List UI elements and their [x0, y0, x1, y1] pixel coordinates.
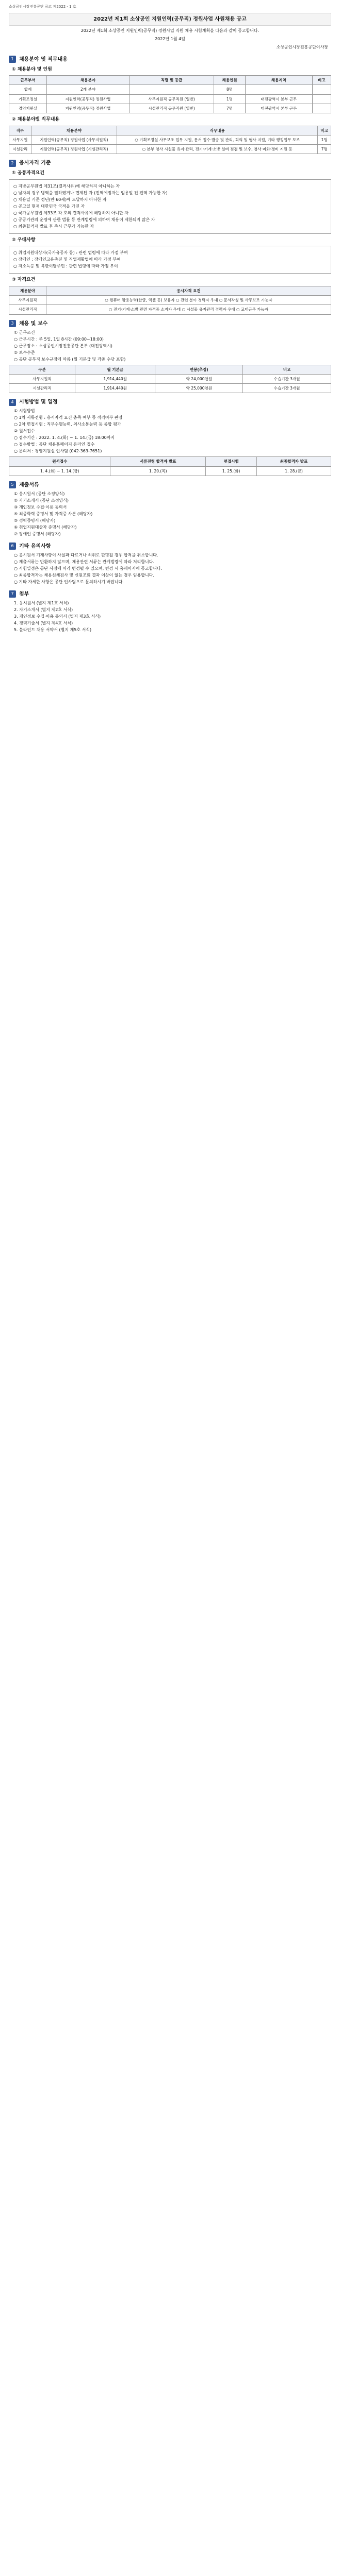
table-cell: 사무지원: [9, 135, 31, 144]
notes-list: [9, 552, 331, 585]
table-row: [9, 384, 331, 393]
table-cell: [129, 85, 214, 94]
exam-item: ○ 문의처 : 경영지원실 인사팀 (042-363-7651): [14, 449, 102, 454]
subsection-title: ③ 자격요건: [12, 277, 36, 283]
section-number: 6: [9, 543, 16, 550]
table-header: 비고: [243, 365, 331, 374]
requirement-item: ○ 최종합격자 발표 후 즉시 근무가 가능한 자: [13, 224, 94, 229]
requirement-item: ○ 국가공무원법 제33조 각 호의 결격사유에 해당하지 아니한 자: [13, 210, 128, 215]
table-header: 비고: [318, 126, 331, 135]
table-cell: 2개 분야: [46, 85, 129, 94]
section-number: 3: [9, 320, 16, 327]
pay-item: ① 근무조건: [14, 330, 35, 335]
table-header: 응시자격 요건: [46, 286, 331, 295]
exam-item: ○ 1차 서류전형 : 응시자격 요건 충족 여부 등 적격여부 판정: [14, 415, 123, 420]
table-cell: ○ 전기·기계·소방 관련 자격증 소지자 우대 ○ 시설물 유지관리 경력자 우대 ○ 교대근무 가능자: [46, 305, 331, 314]
pay-item: ○ 근무시간 : 주 5일, 1일 8시간 (09:00~18:00): [14, 336, 104, 342]
table-row: [9, 104, 331, 113]
section-title: 응시자격 기준: [19, 160, 51, 166]
table-cell: 지원인력(공무직) 정원사업: [46, 94, 129, 104]
table-header: 채용지역: [245, 76, 312, 85]
table-cell: 7명: [318, 145, 331, 154]
table-cell: 사무지원직: [9, 296, 46, 305]
table-cell: 경영지원실: [9, 104, 47, 113]
table-cell: ○ 컴퓨터 활용능력(한글, 엑셀 등) 보유자 ○ 관련 분야 경력자 우대 ○ 문서작성 및 사무보조 가능자: [46, 296, 331, 305]
section-5-header: [9, 481, 331, 489]
table-cell: 1,914,440원: [75, 384, 155, 393]
document-item: ③ 개인정보 수집·이용 동의서: [14, 504, 67, 510]
note-item: ○ 응시원서 기재사항이 사실과 다르거나 허위로 판명될 경우 합격을 취소합니다.: [14, 552, 158, 557]
table-row: [9, 135, 331, 144]
table-cell: 기획조정실: [9, 94, 47, 104]
note-item: ○ 시험일정은 공단 사정에 따라 변경될 수 있으며, 변경 시 홈페이지에 공고합니다.: [14, 566, 163, 571]
pay-items: [9, 330, 331, 363]
table-header: 채용분야: [9, 286, 46, 295]
table-row: [9, 305, 331, 314]
section-title: 첨부: [19, 591, 29, 597]
attachment-item: 5. 블라인드 채용 서약서 (별지 제5호 서식): [14, 627, 92, 632]
table-cell: [312, 104, 331, 113]
subsection-title: ① 공통자격요건: [12, 171, 44, 176]
table-header: 구분: [9, 365, 75, 374]
attachment-item: 2. 자기소개서 (별지 제2호 서식): [14, 607, 73, 612]
table-cell: [312, 94, 331, 104]
subsection-title: ① 채용분야 및 인원: [12, 66, 52, 72]
table-header: 채용분야: [31, 126, 117, 135]
section-7-header: [9, 590, 331, 598]
preference-item: ○ 취업지원대상자(국가유공자 등) : 관련 법령에 따라 가점 부여: [13, 250, 128, 256]
table-cell: 약 25,000천원: [155, 384, 243, 393]
table-row: [9, 94, 331, 104]
section-2-header: [9, 159, 331, 167]
section-3-header: [9, 320, 331, 328]
table-cell: 사무지원직: [9, 374, 75, 383]
schedule-table: [9, 456, 331, 476]
positions-table: [9, 75, 331, 113]
preference-item: ○ 저소득층 및 북한이탈주민 : 관련 법령에 따라 가점 부여: [13, 264, 118, 269]
table-header: 채용인원: [214, 76, 246, 85]
table-cell: 시설관리직: [9, 384, 75, 393]
requirement-item: ○ 지방공무원법 제31조(결격사유)에 해당하지 아니하는 자: [13, 183, 120, 189]
table-cell: 지원인력(공무직) 정원사업: [46, 104, 129, 113]
table-cell: 1. 28.(금): [257, 466, 331, 476]
subsection-title: ② 채용분야별 직무내용: [12, 117, 60, 122]
document-item: ⑤ 경력증명서 (해당자): [14, 518, 56, 523]
table-cell: ○ 본부 청사 시설물 유지·관리, 전기·기계·소방 설비 점검 및 보수, 청사 미화·경비 지원 등: [117, 145, 317, 154]
document-item: ① 응시원서 (공단 소정양식): [14, 491, 65, 496]
table-row: [9, 466, 331, 476]
requirement-item: ○ 공고일 현재 대한민국 국적을 가진 자: [13, 204, 85, 209]
table-cell: 약 24,000천원: [155, 374, 243, 383]
table-header: 직무내용: [117, 126, 317, 135]
table-header: 비고: [312, 76, 331, 85]
exam-item: ② 원서접수: [14, 429, 35, 434]
note-item: ○ 최종합격자는 채용신체검사 및 신원조회 결과 이상이 없는 경우 임용합니다.: [14, 572, 154, 578]
table-header: 연봉(추정): [155, 365, 243, 374]
table-row: [9, 296, 331, 305]
preference-box: [9, 246, 331, 274]
table-cell: 1명: [318, 135, 331, 144]
attachment-item: 1. 응시원서 (별지 제1호 서식): [14, 600, 69, 605]
table-cell: 시설관리직 공무직원 (일반): [129, 104, 214, 113]
note-item: ○ 기타 자세한 사항은 공단 인사팀으로 문의하시기 바랍니다.: [14, 579, 124, 584]
page-title: 2022년 제1회 소상공인 지원인력(공무직) 정원사업 사원채용 공고: [9, 13, 331, 26]
section-title: 채용분야 및 직무내용: [19, 56, 68, 62]
exam-item: ○ 접수방법 : 공단 채용홈페이지 온라인 접수: [14, 442, 95, 447]
table-row: [9, 145, 331, 154]
exam-items: [9, 408, 331, 454]
section-number: 4: [9, 399, 16, 406]
attachment-item: 3. 개인정보 수집·이용 동의서 (별지 제3호 서식): [14, 614, 101, 619]
table-cell: 지원인력(공무직) 정원사업 (시설관리직): [31, 145, 117, 154]
attachment-item: 4. 경력기술서 (별지 제4호 서식): [14, 620, 73, 625]
announcement-page: [9, 0, 331, 645]
subsection-title: ② 우대사항: [12, 237, 36, 243]
documents-list: [9, 491, 331, 537]
table-header: 직렬 및 등급: [129, 76, 214, 85]
section-number: 2: [9, 160, 16, 167]
table-row: [9, 85, 331, 94]
section-1-header: [9, 56, 331, 63]
table-cell: [312, 85, 331, 94]
table-cell: 1,914,440원: [75, 374, 155, 383]
duty-table: [9, 126, 331, 155]
table-header: 서류전형 합격자 발표: [110, 457, 206, 466]
table-cell: 수습기간 3개월: [243, 384, 331, 393]
table-header: 채용분야: [46, 76, 129, 85]
pay-item: ○ 근무장소 : 소상공인시장진흥공단 본부 (대전광역시): [14, 343, 112, 348]
table-header: 최종합격자 발표: [257, 457, 331, 466]
table-header: 직무: [9, 126, 31, 135]
table-row: [9, 374, 331, 383]
attachments-list: [9, 600, 331, 633]
table-cell: 1명: [214, 94, 246, 104]
table-cell: 지원인력(공무직) 정원사업 (사무지원직): [31, 135, 117, 144]
section-4-header: [9, 398, 331, 406]
exam-item: ○ 2차 면접시험 : 직무수행능력, 의사소통능력 등 종합 평가: [14, 422, 121, 427]
pay-item: ② 보수수준: [14, 350, 35, 355]
table-cell: 7명: [214, 104, 246, 113]
table-cell: 대전광역시 본부 근무: [245, 104, 312, 113]
table-cell: 수습기간 3개월: [243, 374, 331, 383]
exam-item: ○ 접수기간 : 2022. 1. 4.(화) ~ 1. 14.(금) 18:00까지: [14, 435, 115, 440]
table-cell: [245, 85, 312, 94]
section-title: 채용 및 보수: [19, 320, 48, 327]
requirement-item: ○ 채용일 기준 정년(만 60세)에 도달하지 아니한 자: [13, 197, 107, 202]
section-title: 시험방법 및 일정: [19, 399, 58, 405]
organization-name: 소상공인시장진흥공단이사장: [276, 44, 328, 49]
exam-item: ① 시험방법: [14, 409, 35, 414]
table-cell: 합계: [9, 85, 47, 94]
announcement-date: 2022년 1월 4일: [155, 36, 185, 41]
table-header: 근무부서: [9, 76, 47, 85]
pay-table: [9, 365, 331, 394]
table-header: 면접시험: [206, 457, 257, 466]
qualification-table: [9, 286, 331, 315]
table-cell: 시설관리: [9, 145, 31, 154]
section-number: 7: [9, 590, 16, 598]
table-cell: 1. 25.(화): [206, 466, 257, 476]
table-header: 월 기본급: [75, 365, 155, 374]
intro-text: 2022년 제1회 소상공인 지원인력(공무직) 정원사업 직원 채용 시험계획을 다음과 같이 공고합니다.: [80, 28, 260, 33]
section-number: 5: [9, 481, 16, 488]
requirement-item: ○ 남자의 경우 병역을 필하였거나 면제된 자 (전역예정자는 임용일 전 전역 가능한 자): [13, 190, 168, 195]
section-6-header: [9, 543, 331, 550]
document-item: ② 자기소개서 (공단 소정양식): [14, 498, 69, 503]
table-cell: ○ 기획조정실 사무보조 업무 지원, 문서 접수·발송 및 관리, 회의 및 행사 지원, 기타 행정업무 보조: [117, 135, 317, 144]
header-small: 소상공인시장진흥공단 공고 제2022 - 1 호: [9, 5, 76, 9]
document-item: ⑥ 취업지원대상자 증명서 (해당자): [14, 524, 77, 530]
table-cell: 시설관리직: [9, 305, 46, 314]
pay-item: ○ 공단 공무직 보수규정에 따름 (월 기본급 및 각종 수당 포함): [14, 357, 126, 362]
section-title: 제출서류: [19, 482, 39, 488]
document-item: ⑦ 장애인 증명서 (해당자): [14, 531, 61, 536]
common-requirements-box: [9, 179, 331, 234]
document-item: ④ 최종학력 증명서 및 자격증 사본 (해당자): [14, 511, 93, 516]
section-title: 기타 유의사항: [19, 543, 51, 549]
table-header: 원서접수: [9, 457, 110, 466]
requirement-item: ○ 공공기관의 운영에 관한 법률 등 관계법령에 의하여 채용이 제한되지 않은 자: [13, 217, 155, 222]
table-cell: 8명: [214, 85, 246, 94]
table-cell: 1. 20.(목): [110, 466, 206, 476]
section-number: 1: [9, 56, 16, 63]
preference-item: ○ 장애인 : 장애인고용촉진 및 직업재활법에 따라 가점 부여: [13, 257, 121, 262]
table-cell: 사무지원직 공무직원 (일반): [129, 94, 214, 104]
note-item: ○ 제출서류는 반환하지 않으며, 채용관련 서류는 관계법령에 따라 처리합니다.: [14, 559, 154, 564]
table-cell: 1. 4.(화) ~ 1. 14.(금): [9, 466, 110, 476]
table-cell: 대전광역시 본부 근무: [245, 94, 312, 104]
